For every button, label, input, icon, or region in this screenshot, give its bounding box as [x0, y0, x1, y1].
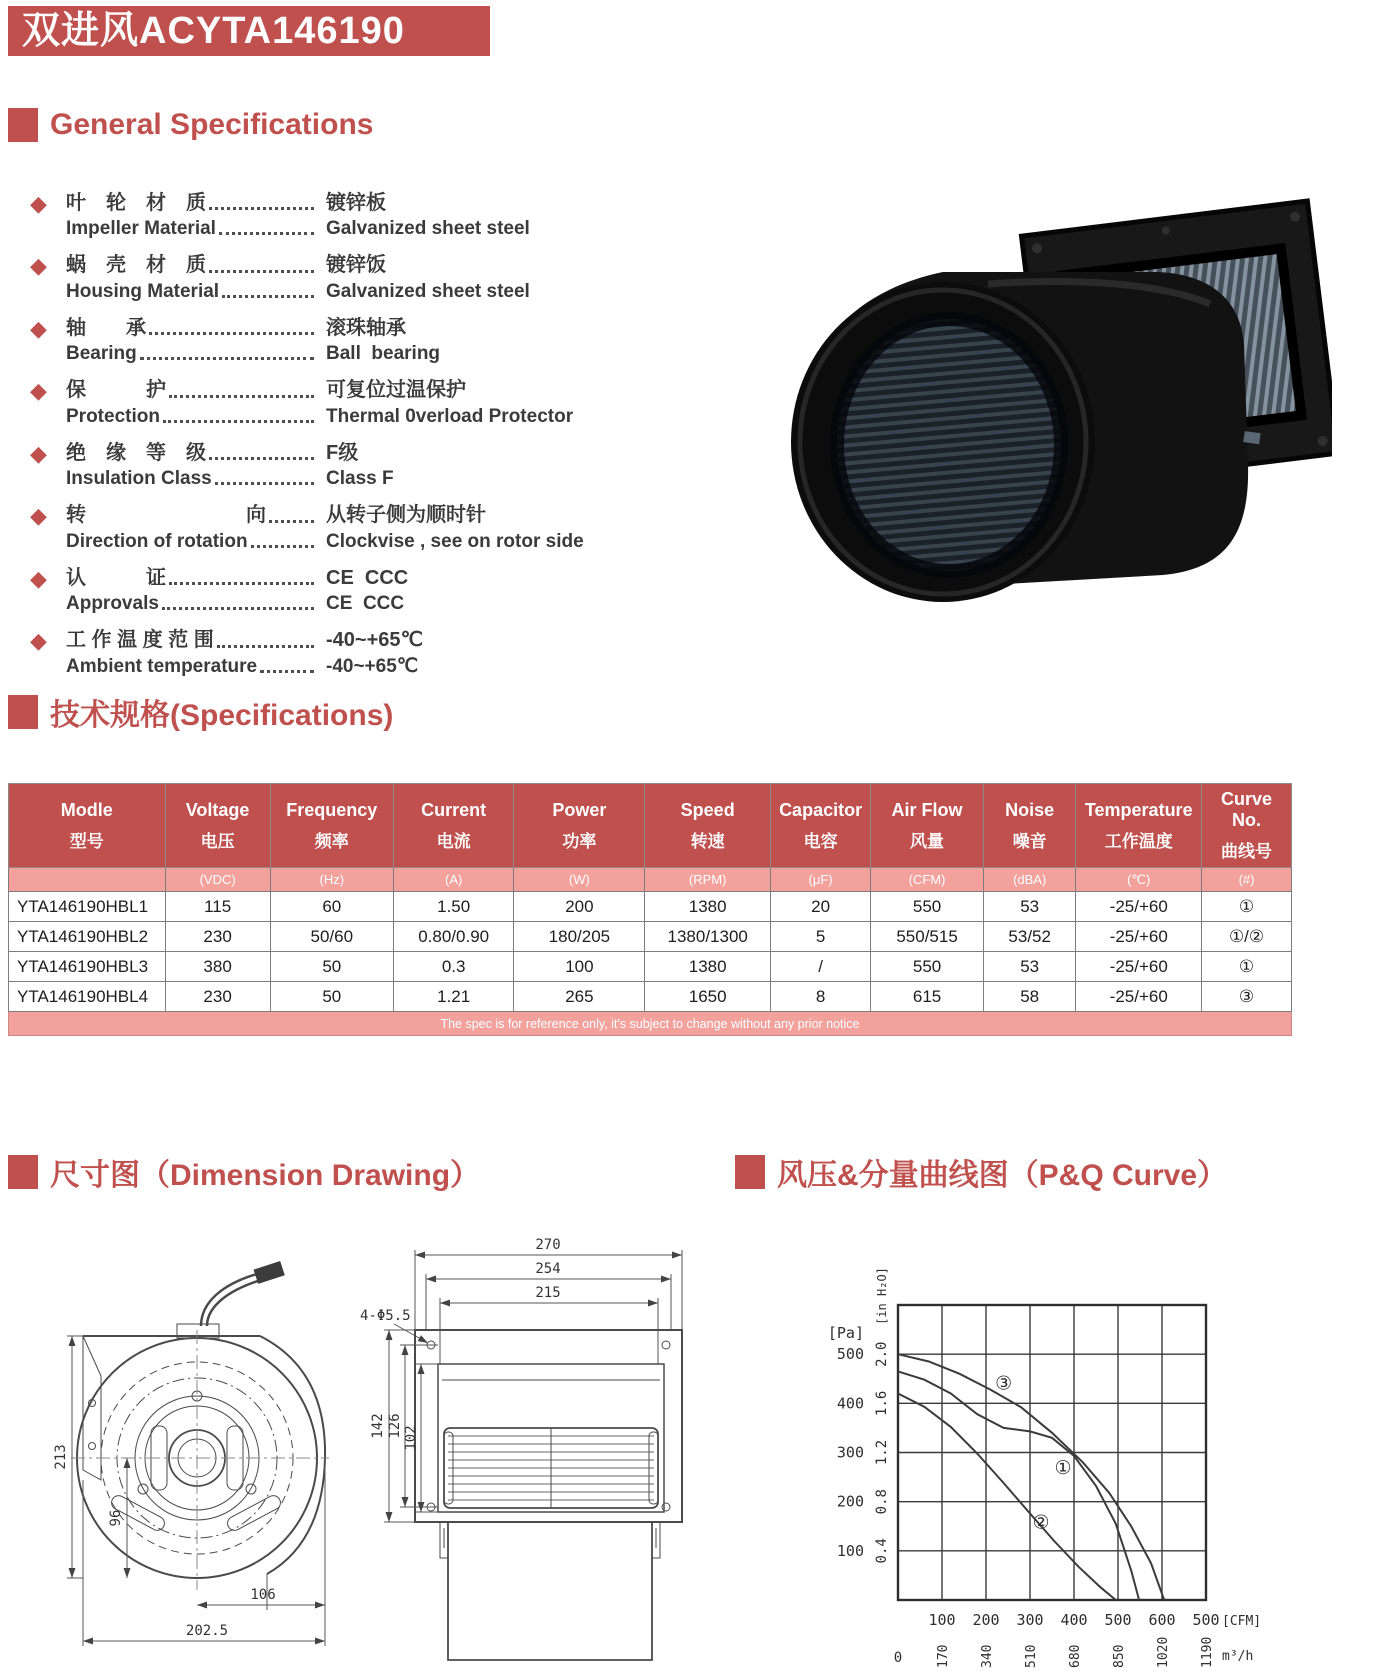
table-cell: 0.3	[393, 952, 514, 982]
unit-cell: (W)	[514, 868, 645, 892]
table-cell: ①	[1202, 952, 1292, 982]
table-cell: ③	[1202, 982, 1292, 1012]
column-header: Frequency 频率	[270, 784, 393, 868]
curve-label: ①	[1054, 1457, 1072, 1480]
spec-label: 轴 承	[66, 316, 146, 339]
red-square-bullet	[8, 108, 38, 142]
spec-label: 工 作 温 度 范 围	[66, 629, 214, 652]
dotted-leader	[260, 654, 314, 673]
blower-photo-illustration	[688, 132, 1332, 616]
table-cell: 115	[165, 892, 270, 922]
spec-row	[66, 341, 670, 366]
svg-text:[in H₂O]: [in H₂O]	[875, 1267, 889, 1325]
svg-text:200: 200	[972, 1611, 1000, 1629]
terminal-nub	[1243, 431, 1260, 444]
spec-item	[30, 565, 670, 616]
column-header: Modle 型号	[9, 784, 166, 868]
spec-value: Ball bearing	[326, 343, 441, 365]
svg-text:850: 850	[1112, 1644, 1127, 1668]
spec-value: Clockvise , see on rotor side	[326, 530, 584, 552]
side-view	[53, 1261, 329, 1646]
svg-text:400: 400	[836, 1394, 864, 1413]
spec-label: Ambient temperature	[66, 655, 258, 677]
dimension-drawing	[25, 1218, 690, 1674]
dotted-leader	[251, 529, 314, 548]
spec-row	[66, 466, 670, 491]
unit-cell: (dBA)	[984, 868, 1076, 892]
table-cell: 615	[871, 982, 984, 1012]
spec-table-body	[9, 868, 1292, 1036]
svg-text:300: 300	[836, 1443, 864, 1462]
table-row	[9, 892, 1292, 922]
section-title: General Specifications	[50, 108, 374, 141]
red-square-bullet	[735, 1155, 765, 1189]
diamond-bullet-icon: ◆	[30, 628, 47, 654]
table-cell: 20	[771, 892, 871, 922]
table-cell: 265	[514, 982, 645, 1012]
units-row	[9, 868, 1292, 892]
spec-row	[66, 279, 670, 304]
spec-label: 转 向	[66, 504, 266, 527]
table-cell: 550	[871, 892, 984, 922]
table-cell: 50/60	[270, 922, 393, 952]
spec-label: 绝 缘 等 级	[66, 441, 206, 464]
spec-row	[66, 529, 670, 554]
pq-curve-chart	[738, 1210, 1318, 1674]
svg-text:254: 254	[535, 1261, 561, 1277]
spec-row	[66, 440, 670, 466]
table-cell: 1380	[645, 892, 771, 922]
spec-value: 滚珠轴承	[326, 316, 406, 339]
section-title: 尺寸图（Dimension Drawing）	[50, 1159, 481, 1192]
table-cell: 1.21	[393, 982, 514, 1012]
spec-item	[30, 252, 670, 303]
column-header: Speed 转速	[645, 784, 771, 868]
svg-text:100: 100	[928, 1611, 956, 1629]
section-specifications	[8, 690, 393, 734]
table-cell: 58	[984, 982, 1076, 1012]
dotted-leader	[209, 440, 314, 460]
spec-row	[66, 502, 670, 528]
svg-text:170: 170	[936, 1644, 951, 1668]
dotted-leader	[169, 377, 314, 397]
table-cell: 50	[270, 952, 393, 982]
table-cell: 550	[871, 952, 984, 982]
spec-value: Galvanized sheet steel	[326, 218, 530, 240]
svg-text:142: 142	[370, 1413, 386, 1439]
curve-label: ②	[1032, 1511, 1050, 1534]
svg-text:500: 500	[1192, 1611, 1220, 1629]
section-dimension-drawing	[8, 1150, 480, 1194]
table-cell: 5	[771, 922, 871, 952]
spec-item	[30, 190, 670, 241]
column-header: Air Flow 风量	[871, 784, 984, 868]
svg-text:500: 500	[836, 1345, 864, 1364]
spec-value: -40~+65℃	[326, 629, 423, 652]
spec-value: 可复位过温保护	[326, 379, 466, 402]
dotted-leader	[209, 252, 314, 272]
svg-text:4-Φ5.5: 4-Φ5.5	[360, 1308, 411, 1324]
table-cell: YTA146190HBL4	[9, 982, 166, 1012]
table-cell: -25/+60	[1076, 952, 1202, 982]
diamond-bullet-icon: ◆	[30, 378, 47, 404]
svg-text:0: 0	[893, 1650, 903, 1666]
spec-table-head	[9, 784, 1292, 868]
table-cell: YTA146190HBL1	[9, 892, 166, 922]
spec-label: 认 证	[66, 566, 166, 589]
column-header: Noise 噪音	[984, 784, 1076, 868]
svg-text:1.2: 1.2	[874, 1439, 890, 1466]
spec-item	[30, 315, 670, 366]
svg-text:2.0: 2.0	[874, 1341, 890, 1367]
spec-label: Direction of rotation	[66, 530, 248, 552]
table-cell: 50	[270, 982, 393, 1012]
table-cell: 180/205	[514, 922, 645, 952]
unit-cell: (℃)	[1076, 868, 1202, 892]
svg-text:202.5: 202.5	[185, 1623, 229, 1639]
dotted-leader	[269, 502, 314, 522]
pq-curve-③	[898, 1354, 1164, 1600]
svg-text:126: 126	[387, 1413, 403, 1439]
spec-table	[8, 783, 1292, 1036]
dotted-leader	[219, 216, 314, 235]
spec-label: Impeller Material	[66, 218, 216, 240]
svg-text:600: 600	[1148, 1611, 1176, 1629]
spec-value: Galvanized sheet steel	[326, 280, 530, 302]
svg-text:270: 270	[535, 1237, 561, 1253]
table-cell: 380	[165, 952, 270, 982]
table-cell: 8	[771, 982, 871, 1012]
svg-text:1.6: 1.6	[874, 1390, 890, 1416]
table-note-row	[9, 1012, 1292, 1036]
dotted-leader	[217, 627, 314, 647]
spec-value: CE CCC	[326, 593, 405, 615]
svg-text:213: 213	[53, 1444, 69, 1470]
svg-text:[CFM]: [CFM]	[1222, 1614, 1262, 1629]
table-cell: 1.50	[393, 892, 514, 922]
table-cell: 0.80/0.90	[393, 922, 514, 952]
curve-label: ③	[995, 1372, 1013, 1395]
diamond-bullet-icon: ◆	[30, 191, 47, 216]
red-square-bullet	[8, 1155, 38, 1189]
table-cell: 60	[270, 892, 393, 922]
table-cell: YTA146190HBL3	[9, 952, 166, 982]
table-row	[9, 922, 1292, 952]
spec-value: 镀锌饭	[326, 254, 386, 277]
spec-label: Approvals	[66, 593, 159, 615]
diamond-bullet-icon: ◆	[30, 440, 47, 466]
spec-item	[30, 502, 670, 553]
diamond-bullet-icon: ◆	[30, 315, 47, 341]
spec-label: 蜗 壳 材 质	[66, 254, 206, 277]
column-header: Voltage 电压	[165, 784, 270, 868]
svg-text:m³/h: m³/h	[1222, 1649, 1254, 1664]
table-row	[9, 952, 1292, 982]
spec-value: F级	[326, 441, 359, 464]
table-cell: -25/+60	[1076, 892, 1202, 922]
spec-item	[30, 377, 670, 428]
front-view	[360, 1237, 682, 1660]
spec-table-wrap	[8, 783, 1292, 1036]
diamond-bullet-icon: ◆	[30, 503, 47, 529]
svg-text:102: 102	[403, 1425, 419, 1451]
svg-text:200: 200	[836, 1492, 864, 1511]
svg-text:680: 680	[1068, 1644, 1083, 1668]
column-header: Current 电流	[393, 784, 514, 868]
spec-row	[66, 216, 670, 241]
section-pq-curve	[735, 1150, 1227, 1194]
svg-text:96: 96	[108, 1509, 124, 1527]
svg-text:340: 340	[980, 1644, 995, 1668]
dotted-leader	[149, 315, 314, 335]
svg-text:300: 300	[1016, 1611, 1044, 1629]
unit-cell: (CFM)	[871, 868, 984, 892]
table-cell: YTA146190HBL2	[9, 922, 166, 952]
spec-label: 叶 轮 材 质	[66, 192, 206, 214]
spec-value: 从转子侧为顺时针	[326, 504, 486, 527]
table-cell: 53	[984, 952, 1076, 982]
dotted-leader	[163, 404, 314, 423]
table-cell: 200	[514, 892, 645, 922]
unit-cell	[9, 868, 166, 892]
table-cell: -25/+60	[1076, 982, 1202, 1012]
spec-row	[66, 565, 670, 591]
spec-value: -40~+65℃	[326, 655, 419, 677]
spec-label: Protection	[66, 405, 160, 427]
product-photo	[688, 132, 1332, 616]
unit-cell: (Hz)	[270, 868, 393, 892]
table-cell: -25/+60	[1076, 922, 1202, 952]
spec-row	[66, 315, 670, 341]
red-square-bullet	[8, 695, 38, 729]
unit-cell: (VDC)	[165, 868, 270, 892]
spec-item	[30, 627, 670, 678]
dotted-leader	[215, 466, 314, 485]
column-header: Power 功率	[514, 784, 645, 868]
column-header: Curve No. 曲线号	[1202, 784, 1292, 868]
table-cell: ①	[1202, 892, 1292, 922]
spec-value: Thermal 0verload Protector	[326, 405, 574, 427]
table-note: The spec is for reference only, it's subject to change without any prior notice	[9, 1012, 1292, 1036]
unit-cell: (RPM)	[645, 868, 771, 892]
spec-label: Insulation Class	[66, 468, 212, 490]
svg-text:0.4: 0.4	[874, 1538, 890, 1564]
table-row	[9, 982, 1292, 1012]
table-cell: 100	[514, 952, 645, 982]
general-spec-list	[30, 190, 670, 690]
svg-text:0.8: 0.8	[874, 1489, 890, 1515]
table-cell: 230	[165, 922, 270, 952]
diamond-bullet-icon: ◆	[30, 565, 47, 591]
table-cell: /	[771, 952, 871, 982]
column-header: Capacitor 电容	[771, 784, 871, 868]
table-cell: 550/515	[871, 922, 984, 952]
table-cell: 53	[984, 892, 1076, 922]
pq-curve-②	[898, 1394, 1116, 1601]
spec-label: 保 护	[66, 379, 166, 402]
spec-value: Class F	[326, 468, 394, 490]
svg-text:215: 215	[535, 1285, 561, 1301]
table-cell: 230	[165, 982, 270, 1012]
column-header: Temperature 工作温度	[1076, 784, 1202, 868]
svg-text:1020: 1020	[1156, 1636, 1171, 1668]
svg-text:1190: 1190	[1200, 1636, 1215, 1668]
spec-row	[66, 190, 670, 216]
spec-value: 镀锌板	[326, 192, 386, 214]
spec-label: Housing Material	[66, 280, 220, 302]
table-cell: ①/②	[1202, 922, 1292, 952]
svg-text:400: 400	[1060, 1611, 1088, 1629]
section-title: 风压&分量曲线图（P&Q Curve）	[777, 1159, 1228, 1192]
spec-row	[66, 404, 670, 429]
unit-cell: (μF)	[771, 868, 871, 892]
spec-row	[66, 377, 670, 403]
pq-curve-svg	[738, 1210, 1318, 1674]
unit-cell: (#)	[1202, 868, 1292, 892]
dotted-leader	[209, 190, 314, 210]
dotted-leader	[222, 279, 314, 298]
dotted-leader	[140, 341, 314, 360]
spec-label: Bearing	[66, 343, 137, 365]
page-title: 双进风ACYTA146190	[8, 6, 490, 56]
svg-text:[Pa]: [Pa]	[827, 1324, 864, 1342]
inlet-impeller	[791, 282, 1095, 602]
spec-value: CE CCC	[326, 566, 409, 589]
spec-row	[66, 591, 670, 616]
dimension-drawing-svg	[25, 1218, 690, 1674]
svg-text:510: 510	[1024, 1644, 1039, 1668]
dotted-leader	[162, 591, 314, 610]
section-title: 技术规格(Specifications)	[50, 699, 394, 732]
section-general-specifications	[8, 108, 373, 142]
spec-row	[66, 654, 670, 679]
diamond-bullet-icon: ◆	[30, 253, 47, 279]
unit-cell: (A)	[393, 868, 514, 892]
spec-row	[66, 252, 670, 278]
svg-text:100: 100	[836, 1541, 864, 1560]
dotted-leader	[169, 565, 314, 585]
spec-item	[30, 440, 670, 491]
table-cell: 53/52	[984, 922, 1076, 952]
table-cell: 1380/1300	[645, 922, 771, 952]
table-cell: 1380	[645, 952, 771, 982]
table-cell: 1650	[645, 982, 771, 1012]
spec-row	[66, 627, 670, 653]
svg-text:106: 106	[250, 1587, 276, 1603]
svg-text:500: 500	[1104, 1611, 1132, 1629]
